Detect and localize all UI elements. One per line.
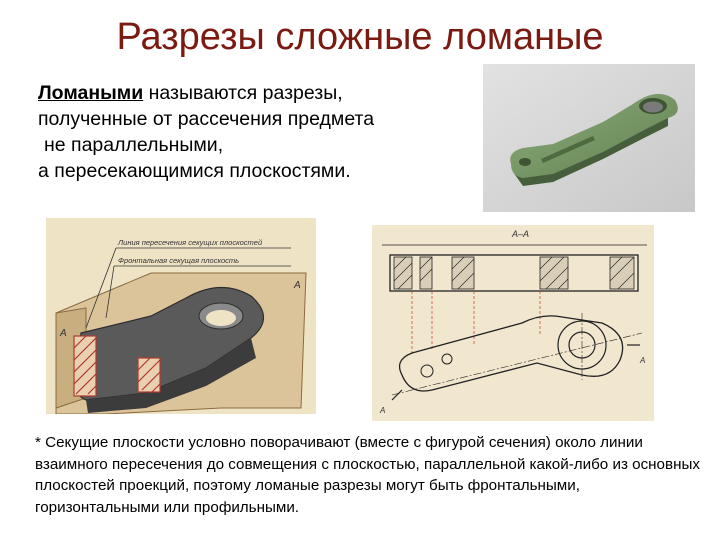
orthographic-svg: [372, 225, 654, 421]
slide-title: Разрезы сложные ломаные: [116, 16, 604, 58]
letter-a-right: А: [294, 280, 301, 291]
intro-line-3: не параллельными,: [44, 134, 224, 156]
intro-line-4: а пересекающимися плоскостями.: [38, 160, 351, 182]
intro-line-2: полученные от рассечения предмета: [38, 108, 375, 130]
intro-paragraph: [38, 80, 478, 184]
orthographic-drawing: [372, 225, 654, 421]
footnote: * Секущие плоскости условно поворачивают (вместе с фигурой сечения) около линии взаимного пересечения до совмещения с плоскостью, параллельной какой-либо из основных плоскостей проекций, поэтому ломаные разрезы могут быть фронтальными, горизонтальными или профильными.: [35, 434, 700, 516]
isometric-section-drawing: [46, 218, 316, 414]
label-broken-line: Линия пересечения секущих плоскостей: [118, 238, 263, 247]
part-photo: [483, 64, 695, 212]
label-frontal-plane: Фронтальная секущая плоскость: [118, 256, 240, 265]
letter-a-bottom-2d: А: [380, 406, 386, 415]
intro-line-1: [38, 80, 478, 106]
letter-a-right-2d: А: [640, 356, 646, 365]
letter-a-left: А: [60, 328, 67, 339]
intro-line-1-rest: называются разрезы,: [143, 82, 343, 104]
intro-term: Ломаными: [38, 82, 144, 104]
lever-part-image: [483, 64, 695, 212]
isometric-section-svg: [46, 218, 316, 414]
section-label: А–А: [512, 229, 530, 239]
